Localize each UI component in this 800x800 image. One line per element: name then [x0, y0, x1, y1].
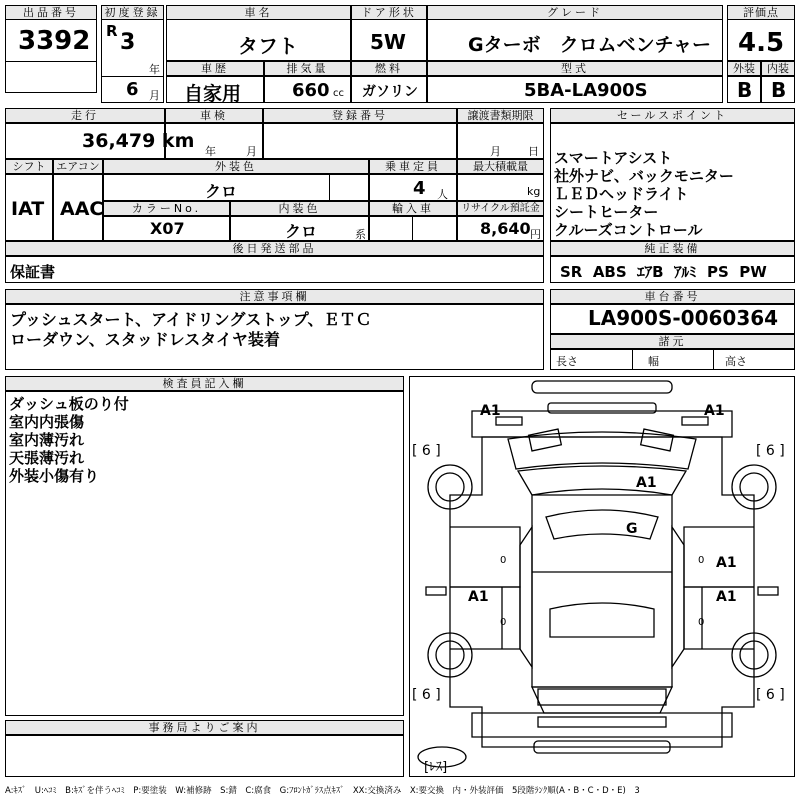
- equipment-list: [560, 261, 767, 282]
- damage-mark: A1: [704, 403, 725, 419]
- ac-value: AAC: [60, 198, 104, 220]
- grade-label: グレード: [427, 5, 723, 20]
- spec-label: 諸元: [550, 334, 795, 349]
- sales-item: スマートアシスト: [554, 149, 673, 167]
- color-value: クロ: [205, 182, 238, 201]
- regno-box: [263, 123, 457, 159]
- office-label: 事務局よりご案内: [5, 720, 404, 735]
- ext-label: 外装: [727, 61, 761, 76]
- car-diagram: [410, 377, 794, 776]
- later-box: [5, 256, 544, 283]
- era: R: [106, 22, 118, 40]
- model-label: 型式: [427, 61, 723, 76]
- later-value: 保証書: [10, 263, 56, 281]
- regno-label: 登録番号: [263, 108, 457, 123]
- car-diagram-panel: [409, 376, 795, 777]
- damage-mark: G: [626, 521, 638, 537]
- door-zero: 0: [698, 617, 705, 628]
- tire-tread: [ 6 ]: [412, 687, 441, 703]
- spec-height: 高さ: [725, 355, 747, 368]
- load-label: 最大積載量: [457, 159, 544, 174]
- recycle-unit: 円: [530, 228, 541, 241]
- spec-width: 幅: [648, 355, 659, 368]
- recycle-value: 8,640: [480, 219, 531, 238]
- capacity-value: 4: [413, 178, 426, 199]
- sales-item: ＬＥＤヘッドライト: [554, 185, 689, 203]
- year-unit: 年: [149, 63, 160, 76]
- later-label: 後日発送部品: [5, 241, 544, 256]
- lot-number: 3392: [18, 26, 91, 56]
- fuel-value: ガソリン: [362, 84, 418, 100]
- reg-year: 3: [120, 30, 136, 55]
- sales-list: [554, 149, 734, 239]
- color-label: 外装色: [103, 159, 369, 174]
- transfer-label: 譲渡書類期限: [457, 108, 544, 123]
- notes-text: [10, 310, 371, 350]
- inspector-line: 室内薄汚れ: [9, 431, 85, 449]
- score-value: 4.5: [738, 28, 785, 58]
- transfer-day: 日: [528, 145, 539, 158]
- history-label: 車歴: [166, 61, 264, 76]
- spare-tire-label: [ﾚｽ]: [424, 760, 448, 775]
- color-box-split: [329, 174, 369, 201]
- inspector-line: 室内内張傷: [9, 413, 85, 431]
- damage-mark: A1: [716, 555, 737, 571]
- inspection-year: 年: [205, 145, 216, 158]
- tire-tread: [ 6 ]: [756, 687, 785, 703]
- inspector-line: 天張薄汚れ: [9, 449, 85, 467]
- mileage-value: 36,479 km: [82, 130, 195, 152]
- colorno-label: カラーNo.: [103, 201, 230, 216]
- equipment-item: PS: [706, 263, 729, 281]
- history-value: 自家用: [184, 83, 242, 105]
- damage-mark: A1: [636, 475, 657, 491]
- lot-label: 出品番号: [5, 5, 97, 20]
- door-label: ドア形状: [351, 5, 427, 20]
- legend: A:ｷｽﾞ U:ﾍｺﾐ B:ｷｽﾞを伴うﾍｺﾐ P:要塗装 W:補修跡 S:錆 C:腐食 G:ﾌﾛﾝﾄｶﾞﾗｽ点ｷｽﾞ XX:交換済み X:要交換 内・外装評価 5段階ﾗﾝｸ順(A・B・C・D・E) 3: [5, 786, 640, 796]
- inspector-label: 検査員記入欄: [5, 376, 404, 391]
- displacement-unit: cc: [333, 88, 344, 99]
- ext-value: B: [737, 78, 753, 102]
- reg-month: 6: [126, 79, 139, 100]
- equipment-item: ｱﾙﾐ: [674, 263, 697, 281]
- equipment-label: 純正装備: [550, 241, 795, 256]
- month-unit: 月: [149, 89, 160, 102]
- model-value: 5BA-LA900S: [524, 80, 648, 101]
- office-box: [5, 735, 404, 777]
- tire-tread: [ 6 ]: [412, 443, 441, 459]
- damage-mark: A1: [716, 589, 737, 605]
- equipment-item: SR: [560, 263, 583, 281]
- equipment-item: PW: [739, 263, 767, 281]
- intcolor-value: クロ: [285, 222, 318, 241]
- inspector-line: 外装小傷有り: [9, 467, 100, 485]
- car-name: タフト: [238, 34, 298, 58]
- first-reg-label: 初度登録: [101, 5, 164, 20]
- displacement-label: 排気量: [264, 61, 351, 76]
- inspection-month: 月: [246, 145, 257, 158]
- equipment-item: ABS: [592, 263, 627, 281]
- spec-length: 長さ: [556, 355, 578, 368]
- sales-item: シートヒーター: [554, 203, 659, 221]
- equipment-item: ｴｱB: [637, 263, 664, 281]
- chassis-label: 車台番号: [550, 289, 795, 304]
- door-value: 5W: [370, 30, 406, 54]
- spec-split-1: [632, 349, 714, 370]
- door-zero: 0: [500, 555, 507, 566]
- import-box-split: [369, 216, 413, 241]
- shift-value: IAT: [11, 198, 45, 220]
- notes-label: 注意事項欄: [5, 289, 544, 304]
- notes-line: ローダウン、スタッドレスタイヤ装着: [10, 330, 280, 349]
- damage-mark: A1: [480, 403, 501, 419]
- displacement-value: 660: [292, 80, 330, 101]
- score-label: 評価点: [727, 5, 795, 20]
- chassis-number: LA900S-0060364: [588, 306, 779, 330]
- capacity-unit: 人: [437, 188, 448, 201]
- inspector-line: ダッシュ板のり付: [9, 395, 129, 413]
- recycle-label: リサイクル預託金: [457, 201, 544, 216]
- capacity-label: 乗車定員: [369, 159, 457, 174]
- inspector-notes: [9, 395, 129, 485]
- lot-lower: [5, 61, 97, 93]
- int-label: 内装: [761, 61, 795, 76]
- mileage-label: 走行: [5, 108, 165, 123]
- colorno-value: X07: [150, 219, 185, 238]
- notes-line: プッシュスタート、アイドリングストップ、ＥＴＣ: [10, 310, 372, 329]
- inspection-label: 車検: [165, 108, 263, 123]
- sales-item: クルーズコントロール: [554, 221, 703, 239]
- transfer-month: 月: [490, 145, 501, 158]
- int-value: B: [771, 78, 787, 102]
- door-zero: 0: [698, 555, 705, 566]
- intcolor-unit: 系: [355, 228, 366, 241]
- sales-label: セールスポイント: [550, 108, 795, 123]
- shift-label: シフト: [5, 159, 53, 174]
- tire-tread: [ 6 ]: [756, 443, 785, 459]
- sales-item: 社外ナビ、バックモニター: [554, 167, 734, 185]
- intcolor-label: 内装色: [230, 201, 369, 216]
- import-label: 輸入車: [369, 201, 457, 216]
- grade-value: Gターボ クロムベンチャー: [468, 34, 712, 56]
- fuel-label: 燃料: [351, 61, 427, 76]
- damage-mark: A1: [468, 589, 489, 605]
- load-unit: kg: [527, 185, 541, 198]
- name-label: 車名: [166, 5, 351, 20]
- door-zero: 0: [500, 617, 507, 628]
- ac-label: エアコン: [53, 159, 103, 174]
